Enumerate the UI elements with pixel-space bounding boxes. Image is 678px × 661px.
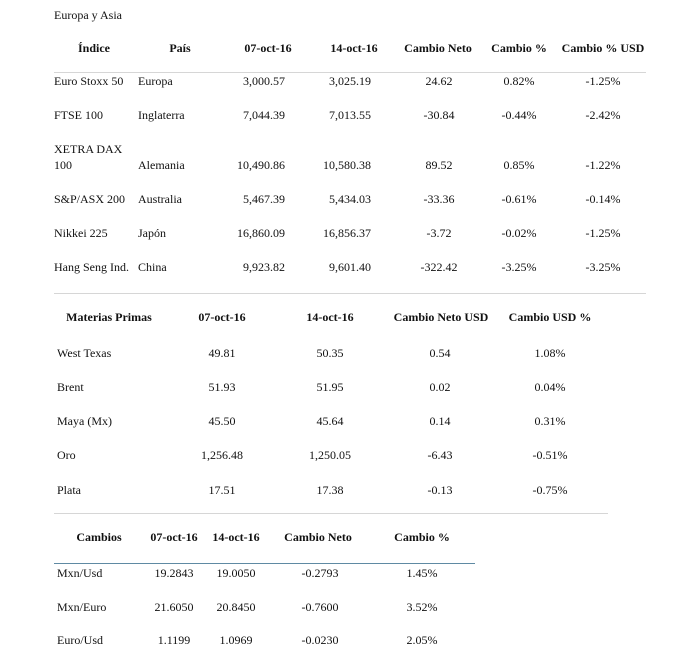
pct-change-usd: -3.25%: [585, 260, 621, 274]
value-14-oct: 19.0050: [216, 566, 256, 580]
value-07-oct: 45.50: [208, 414, 236, 428]
value-14-oct: 10,580.38: [323, 158, 371, 172]
header-materias: Materias Primas: [66, 310, 152, 324]
commodity-name: West Texas: [57, 346, 112, 360]
value-14-oct: 3,025.19: [329, 74, 371, 88]
index-name-line2: 100: [54, 158, 72, 172]
index-name: Hang Seng Ind.: [54, 260, 129, 274]
pct-change-usd: 0.31%: [534, 414, 566, 428]
pct-change: 3.52%: [406, 600, 438, 614]
net-change-usd: 0.02: [429, 380, 451, 394]
pct-change-usd: -1.22%: [585, 158, 621, 172]
header-net: Cambio Neto: [284, 530, 352, 544]
index-name: XETRA DAX: [54, 142, 123, 156]
pair-name: Mxn/Usd: [57, 566, 103, 580]
value-07-oct: 49.81: [208, 346, 236, 360]
net-change: -322.42: [420, 260, 458, 274]
net-change-usd: 0.54: [429, 346, 451, 360]
value-07-oct: 1.1199: [157, 633, 191, 647]
net-change-usd: -6.43: [427, 448, 453, 462]
commodity-name: Brent: [57, 380, 84, 394]
pct-change: 2.05%: [406, 633, 438, 647]
indices-bottom-rule: [54, 293, 646, 294]
value-14-oct: 50.35: [316, 346, 344, 360]
value-07-oct: 19.2843: [154, 566, 194, 580]
fx-header-rule: [54, 563, 475, 564]
section-title: Europa y Asia: [54, 8, 122, 22]
header-pais: País: [169, 41, 191, 55]
index-name: FTSE 100: [54, 108, 104, 122]
pct-change: -0.44%: [501, 108, 537, 122]
net-change: 24.62: [425, 74, 453, 88]
value-14-oct: 5,434.03: [329, 192, 371, 206]
value-14-oct: 20.8450: [216, 600, 256, 614]
pct-change: 0.82%: [503, 74, 535, 88]
value-07-oct: 7,044.39: [243, 108, 285, 122]
header-net: Cambio Neto: [404, 41, 472, 55]
index-name: S&P/ASX 200: [54, 192, 126, 206]
net-change-usd: -0.13: [427, 483, 453, 497]
value-07-oct: 1,256.48: [201, 448, 243, 462]
country: Alemania: [138, 158, 185, 172]
header-d1: 07-oct-16: [198, 310, 246, 324]
net-change: -0.7600: [301, 600, 339, 614]
header-pct: Cambio %: [394, 530, 450, 544]
net-change: -3.72: [426, 226, 452, 240]
pct-change-usd: -1.25%: [585, 226, 621, 240]
net-change: -0.2793: [301, 566, 339, 580]
value-07-oct: 51.93: [208, 380, 236, 394]
value-14-oct: 45.64: [316, 414, 344, 428]
pct-change: -0.02%: [501, 226, 537, 240]
country: Europa: [138, 74, 173, 88]
net-change: -30.84: [423, 108, 455, 122]
value-07-oct: 16,860.09: [237, 226, 285, 240]
country: Inglaterra: [138, 108, 185, 122]
header-pct: Cambio %: [491, 41, 547, 55]
pct-change-usd: 1.08%: [534, 346, 566, 360]
pct-change-usd: -0.75%: [532, 483, 568, 497]
value-07-oct: 3,000.57: [243, 74, 285, 88]
header-d1: 07-oct-16: [244, 41, 292, 55]
indices-header-rule: [54, 72, 646, 73]
commodity-name: Plata: [57, 483, 81, 497]
pct-change: -3.25%: [501, 260, 537, 274]
value-14-oct: 1.0969: [219, 633, 253, 647]
header-cambios: Cambios: [76, 530, 122, 544]
pct-change-usd: -0.14%: [585, 192, 621, 206]
pair-name: Euro/Usd: [57, 633, 103, 647]
net-change: -0.0230: [301, 633, 339, 647]
value-07-oct: 17.51: [208, 483, 236, 497]
value-07-oct: 21.6050: [154, 600, 194, 614]
pct-change: 0.85%: [503, 158, 535, 172]
value-07-oct: 5,467.39: [243, 192, 285, 206]
value-14-oct: 7,013.55: [329, 108, 371, 122]
net-change: -33.36: [423, 192, 455, 206]
header-d1: 07-oct-16: [150, 530, 198, 544]
pair-name: Mxn/Euro: [57, 600, 107, 614]
header-net-usd: Cambio Neto USD: [393, 310, 489, 324]
commodities-bottom-rule: [54, 513, 608, 514]
pct-change-usd: -2.42%: [585, 108, 621, 122]
pct-change-usd: -0.51%: [532, 448, 568, 462]
value-14-oct: 51.95: [316, 380, 344, 394]
pct-change: -0.61%: [501, 192, 537, 206]
index-name: Euro Stoxx 50: [54, 74, 124, 88]
net-change-usd: 0.14: [429, 414, 451, 428]
value-07-oct: 9,923.82: [243, 260, 285, 274]
header-usd: Cambio % USD: [561, 41, 645, 55]
commodity-name: Oro: [57, 448, 76, 462]
country: Australia: [138, 192, 182, 206]
pct-change-usd: -1.25%: [585, 74, 621, 88]
commodity-name: Maya (Mx): [57, 414, 112, 428]
value-14-oct: 9,601.40: [329, 260, 371, 274]
pct-change-usd: 0.04%: [534, 380, 566, 394]
value-14-oct: 1,250.05: [309, 448, 351, 462]
value-07-oct: 10,490.86: [237, 158, 285, 172]
value-14-oct: 16,856.37: [323, 226, 371, 240]
header-d2: 14-oct-16: [306, 310, 354, 324]
pct-change: 1.45%: [406, 566, 438, 580]
country: China: [138, 260, 167, 274]
net-change: 89.52: [425, 158, 453, 172]
value-14-oct: 17.38: [316, 483, 344, 497]
header-pct-usd: Cambio USD %: [508, 310, 592, 324]
header-indice: Índice: [77, 41, 110, 55]
header-d2: 14-oct-16: [330, 41, 378, 55]
country: Japón: [138, 226, 166, 240]
index-name: Nikkei 225: [54, 226, 108, 240]
header-d2: 14-oct-16: [212, 530, 260, 544]
